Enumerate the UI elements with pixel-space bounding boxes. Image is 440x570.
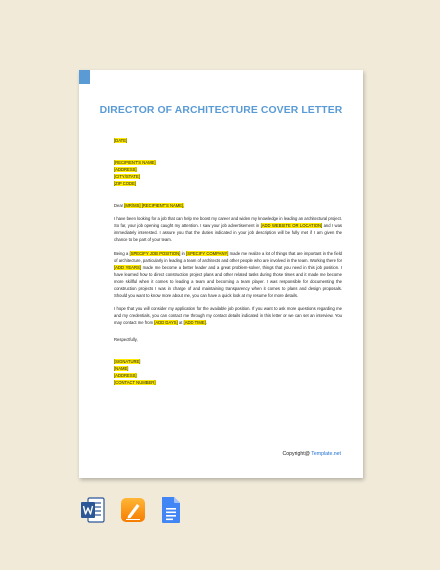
closing: Respectfully, (114, 337, 138, 343)
template-net-link[interactable]: Template.net (311, 451, 341, 457)
contact-number-placeholder: [CONTACT NUMBER] (114, 379, 156, 385)
signature-block (114, 359, 342, 387)
date-placeholder: [DATE] (114, 138, 128, 143)
letter-body (114, 138, 342, 394)
word-icon[interactable] (80, 496, 106, 529)
recipient-city-state: [CITY/STATE] (114, 173, 140, 179)
page-corner-tab (79, 70, 90, 84)
salutation: Dear [MR/MS] [RECIPIENT'S NAME], (114, 202, 185, 208)
recipient-block (114, 160, 342, 188)
recipient-address: [ADDRESS] (114, 166, 137, 172)
paragraph-2: Being a [SPECIFY JOB POSITION] in [SPECIFY COMPANY] made me realize a lot of things that are important in the field of architecture, particularly in leading a team of architects and other people who are involved in the team. Working there for [ADD YEARS] made me become a better leader and a great problem-solver, things that you need in this job position. I have learned how to direct construction project plans and other related tasks during those times and it made me become more skillful when it comes to leading a team and becoming a team player. I was responsible for documenting the construction projects I was in charge of and maintaining transparency when it comes to plans and design proposals. Should you want to know more about me, you can have a quick look at my resume for more details. (114, 251, 343, 298)
copyright-footer: Copyright@ Template.net (282, 451, 341, 457)
google-docs-icon[interactable] (160, 496, 182, 529)
name-placeholder: [NAME] (114, 365, 129, 371)
pages-icon[interactable] (120, 496, 146, 529)
paragraph-1: I have been looking for a job that can help me boost my career and widen my knowledge in leading an architectural project. So far, your job opening caught my attention. I saw your job advertisement in [ADD WEBSITE OR LOCATION] and I was immediately interested. I assure you that the duties indicated in your job description will be fully met if I am given the chance to be part of your team. (114, 216, 342, 243)
recipient-name: [RECIPIENT'S NAME] (114, 159, 156, 165)
paragraph-3: I hope that you will consider my application for the available job position. If you want to ask more questions regarding me and my credentials, you can contact me through my contact details indicated in this letter or we can set an interview. You may contact me from [ADD DAYS] at [ADD TIME]. (114, 306, 342, 326)
document-title: DIRECTOR OF ARCHITECTURE COVER LETTER (99, 105, 343, 116)
address-placeholder: [ADDRESS] (114, 372, 137, 378)
signature-placeholder: [SIGNATURE] (114, 359, 141, 365)
recipient-zip: [ZIP CODE] (114, 180, 137, 186)
